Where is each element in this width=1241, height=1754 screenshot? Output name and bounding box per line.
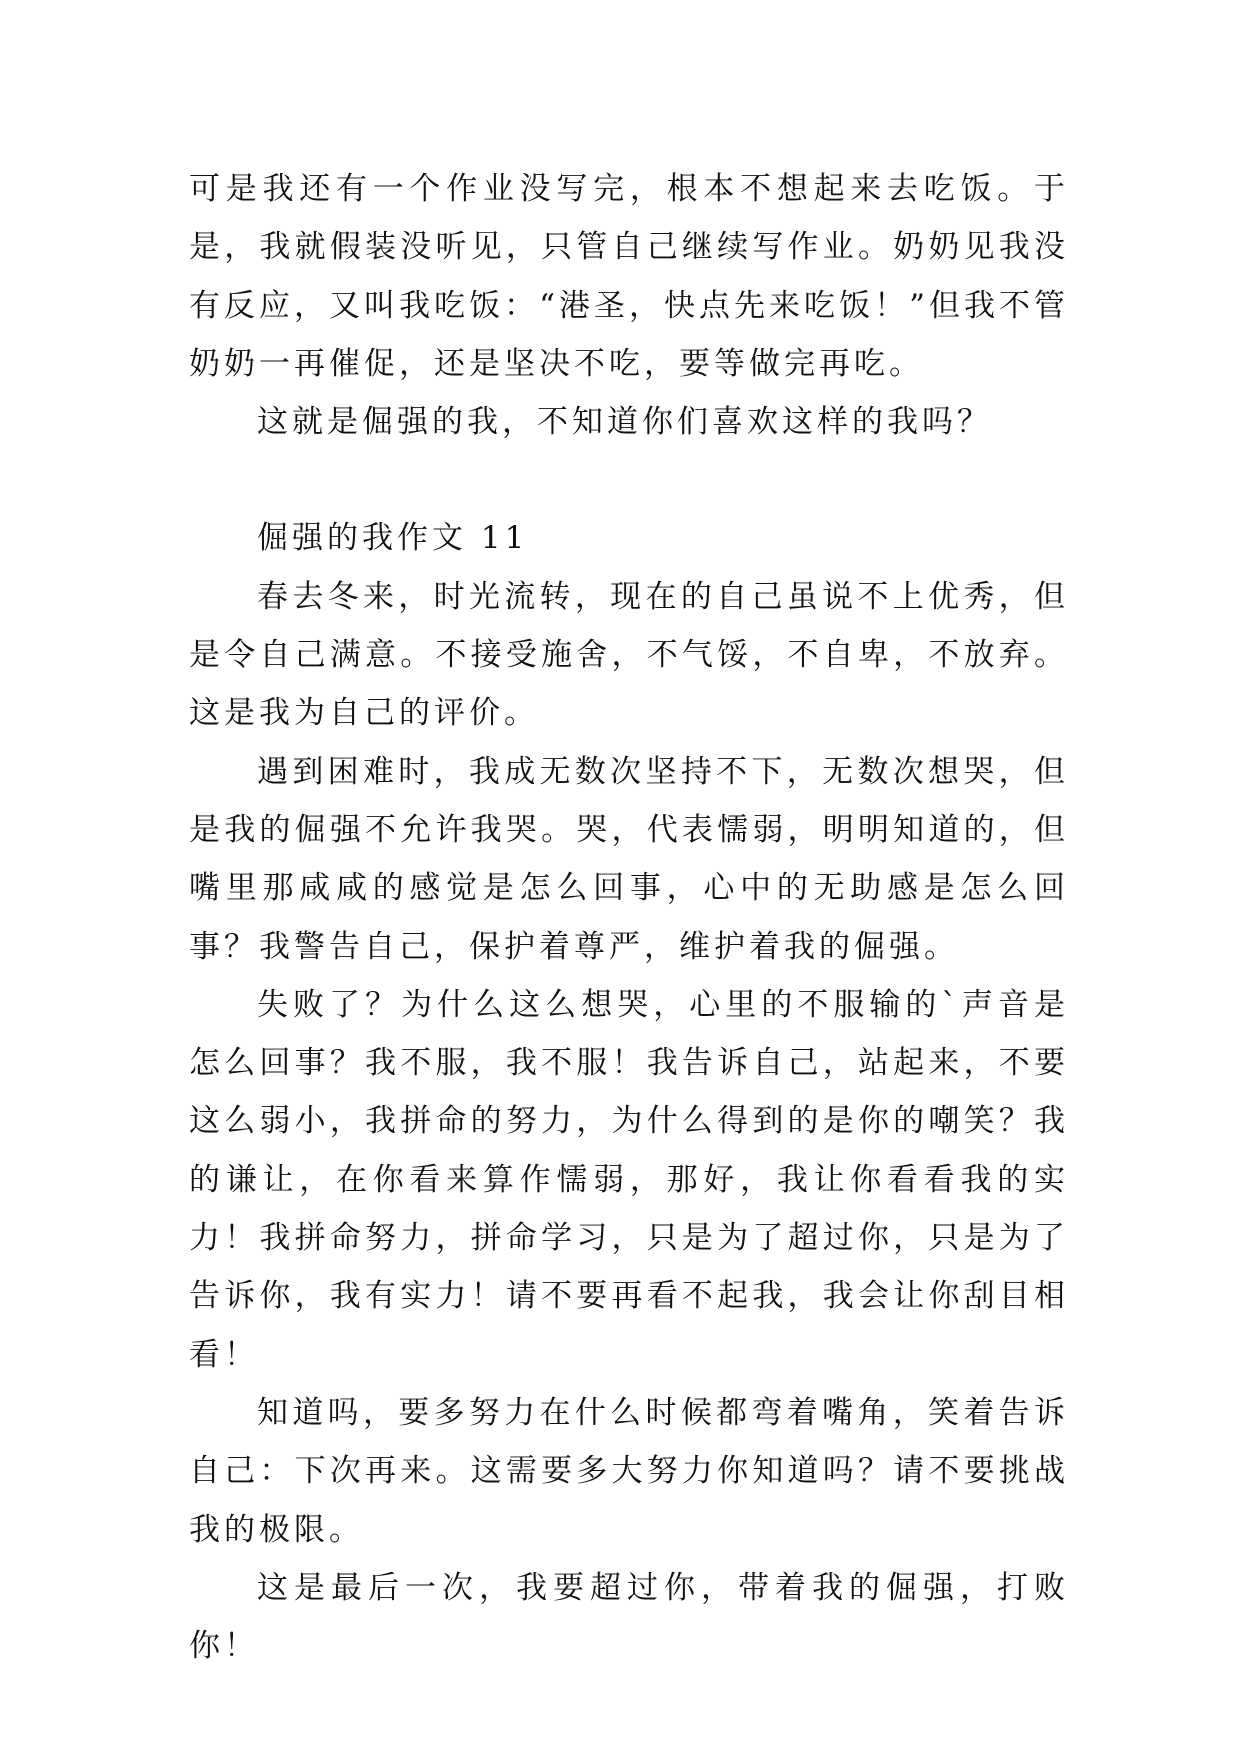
section-gap	[189, 451, 1069, 509]
paragraph: 知道吗，要多努力在什么时候都弯着嘴角，笑着告诉自己：下次再来。这需要多大努力你知道吗？请不要挑战我的极限。	[189, 1394, 1069, 1548]
paragraph-continued: 可是我还有一个作业没写完，根本不想起来去吃饭。于是，我就假装没听见，只管自己继续写作业。奶奶见我没有反应，又叫我吃饭：“港圣，快点先来吃饭！”但我不管奶奶一再催促，还是坚决不吃，要等做完再吃。	[189, 171, 1069, 382]
paragraph: 遇到困难时，我成无数次坚持不下，无数次想哭，但是我的倔强不允许我哭。哭，代表懦弱，明明知道的，但嘴里那咸咸的感觉是怎么回事，心中的无助感是怎么回事？我警告自己，保护着尊严，维护着我的倔强。	[189, 753, 1069, 965]
paragraph: 失败了？为什么这么想哭，心里的不服输的`声音是怎么回事？我不服，我不服！我告诉自己，站起来，不要这么弱小，我拼命的努力，为什么得到的是你的嘲笑？我的谦让，在你看来算作懦弱，那好，我让你看看我的实力！我拼命努力，拼命学习，只是为了超过你，只是为了告诉你，我有实力！请不要再看不起我，我会让你刮目相看！	[189, 986, 1069, 1373]
document-body	[189, 160, 1069, 1675]
essay-heading: 倔强的我作文 11	[257, 520, 529, 557]
paragraph: 春去冬来，时光流转，现在的自己虽说不上优秀，但是令自己满意。不接受施舍，不气馁，不自卑，不放弃。这是我为自己的评价。	[189, 578, 1069, 732]
paragraph-closing: 这就是倔强的我，不知道你们喜欢这样的我吗？	[257, 404, 992, 441]
paragraph: 这是最后一次，我要超过你，带着我的倔强，打败你！	[189, 1569, 1069, 1665]
